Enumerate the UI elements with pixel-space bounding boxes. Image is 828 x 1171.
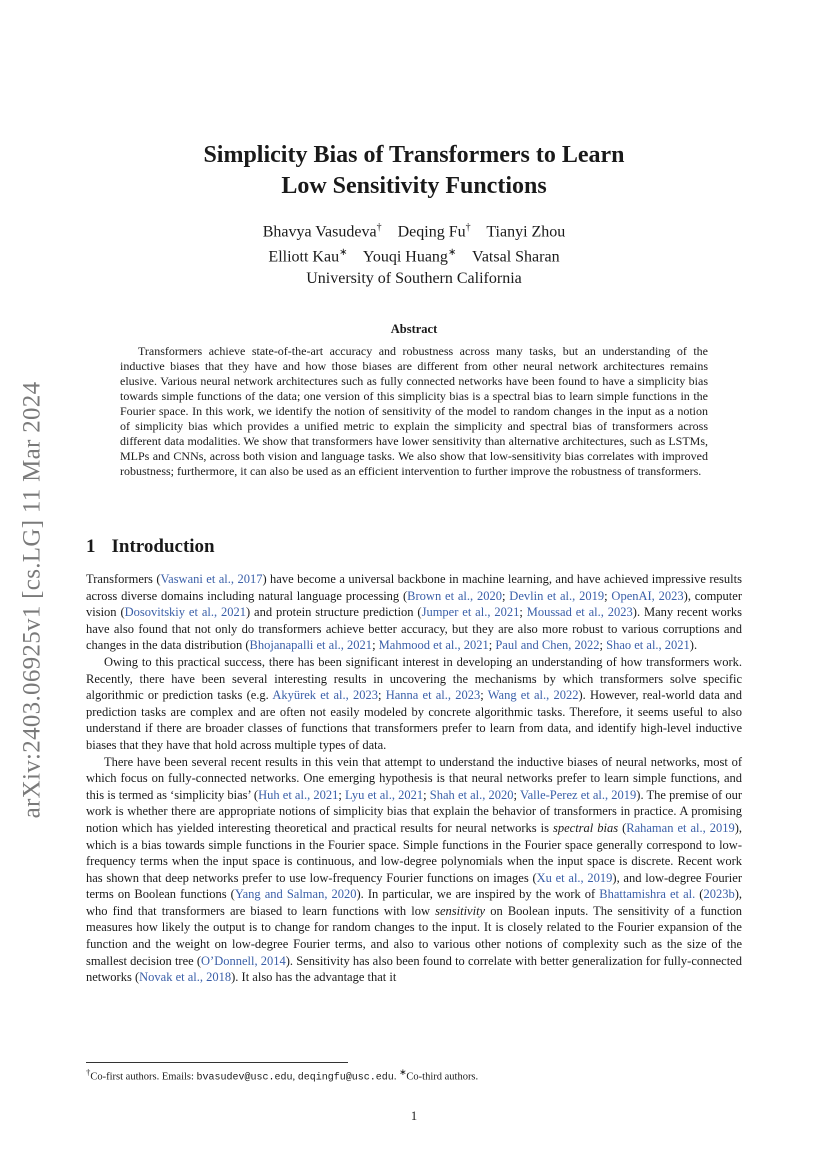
citation-link[interactable]: Vaswani et al., 2017 <box>160 572 263 586</box>
text-run: on Boolean inputs. The sensitivity of a function measures how likely the output is to change for random changes to the input. It is closely related to the Fourier expansion of the function and the weight on low-degree Fourier terms, and also to various other notions of complexity such as the size of the smallest decision tree ( <box>86 903 742 968</box>
citation-link[interactable]: OpenAI, 2023 <box>611 588 684 603</box>
citation-link[interactable]: Rahaman et al., 2019 <box>626 820 735 835</box>
text-run: ; <box>501 588 510 603</box>
footnote-rule <box>86 1062 348 1063</box>
text-run: Owing to this practical success, there has been significant interest in developing an understanding of how transformers work. Recently, there have been several interesting results in uncovering the mechanisms by which transformers solve specific algorithmic or prediction tasks (e.g. <box>86 654 742 703</box>
paragraph <box>86 754 742 986</box>
author-name: Vatsal Sharan <box>472 248 560 266</box>
text-run: ; <box>513 787 520 802</box>
emphasis-text: sensitivity <box>435 903 486 918</box>
citation-link[interactable]: Yang and Salman, 2020 <box>234 887 357 902</box>
citation-link[interactable]: 2023b <box>703 887 735 902</box>
text-run: ; <box>372 638 379 653</box>
text-run: ), which is a bias towards simple functions in the Fourier space. Simple functions in the Fourier space generally correspond to low-frequency terms when the input space is continuous, and low-degree polynomials when the input space is discrete. Recent work has shown that deep networks prefer to use low-frequency Fourier functions on images ( <box>86 820 743 885</box>
text-run: ), computer vision ( <box>86 588 742 620</box>
text-run: ( <box>695 887 704 902</box>
citation-link[interactable]: Brown et al., 2020 <box>407 588 502 603</box>
citation-link[interactable]: Akyürek et al., 2023 <box>272 688 378 703</box>
text-run: ). It also has the advantage that it <box>231 970 397 985</box>
text-run: ; <box>519 605 527 620</box>
text-run: Transformers ( <box>86 572 161 586</box>
text-run: There have been several recent results in this vein that attempt to understand the inductive biases of neural networks, most of which focus on fully-connected networks. One emerging hypothesis is that neural networks prefer to learn simple functions, and this is termed as ‘simplicity bias’ ( <box>86 754 742 802</box>
section-heading <box>86 536 215 558</box>
footnote-text: Co-first authors. Emails: <box>90 1071 197 1083</box>
page-number: 1 <box>410 1109 418 1123</box>
title-line: Low Sensitivity Functions <box>281 173 547 199</box>
citation-link[interactable]: Devlin et al., 2019 <box>509 588 605 603</box>
text-run: ; <box>488 638 496 653</box>
text-run: ). Sensitivity has also been found to correlate with better generalization for fully-connected networks ( <box>86 953 742 985</box>
text-run: ). In particular, we are inspired by the work of <box>356 887 600 902</box>
affiliation: University of Southern California <box>306 269 522 287</box>
author-mark: † <box>376 222 382 233</box>
citation-link[interactable]: Mahmood et al., 2021 <box>378 638 489 653</box>
paragraph <box>86 571 742 654</box>
citation-link[interactable]: Lyu et al., 2021 <box>344 787 424 802</box>
citation-link[interactable]: Novak et al., 2018 <box>139 970 232 985</box>
citation-link[interactable]: Valle-Perez et al., 2019 <box>519 787 637 802</box>
paragraph <box>86 654 742 754</box>
footnote <box>86 1066 742 1085</box>
footnote-mark: † <box>86 1067 91 1077</box>
text-run: ) have become a universal backbone in machine learning, and have achieved impressive results across diverse domains including natural language processing ( <box>86 572 742 603</box>
text-run: ; <box>423 787 430 802</box>
text-run: ). However, real-world data and prediction tasks are complex and are often not easily modeled by concrete algorithmic tasks. Therefore, it seems useful to also understand if there are broader classes of functions that transformers prefer to learn from data, and identify high-level inductive biases that they have that hold across multiple types of data. <box>86 688 743 752</box>
abstract-text: Transformers achieve state-of-the-art accuracy and robustness across many tasks, but an understanding of the inductive biases that they have and how those biases are different from other neural network architectures remains elusive. Various neural network architectures such as fully connected networks have been found to have a simplicity bias towards simple functions of the data; one version of this simplicity bias is a spectral bias to learn simple functions in the Fourier space. In this work, we identify the notion of sensitivity of the model to random changes in the input as a notion of simplicity bias which provides a unified metric to explain the simplicity and spectral bias of transformers across different data modalities. We show that transformers have lower sensitivity than alternative architectures, such as LSTMs, MLPs and CNNs, across both vision and language tasks. We also show that low-sensitivity bias correlates with improved robustness; furthermore, it can also be used as an efficient intervention to further improve the robustness of transformers. <box>120 344 708 478</box>
author-mark: † <box>465 222 471 233</box>
text-run: ( <box>618 820 627 835</box>
text-run: ). The premise of our work is whether there are appropriate notions of simplicity bias that explain the behavior of transformers in practice. A promising notion which has yielded interesting theoretical and practical results for neural networks is <box>86 787 743 835</box>
email-link[interactable]: bvasudev@usc.edu <box>196 1072 293 1084</box>
title-line: Simplicity Bias of Transformers to Learn <box>203 142 625 168</box>
text-run: ). Many recent works have also found that not only do transformers achieve better accuracy, but they are also more robust to various corruptions and changes in the data distribution ( <box>86 605 742 653</box>
citation-link[interactable]: Shao et al., 2021 <box>606 638 690 653</box>
citation-link[interactable]: Dosovitskiy et al., 2021 <box>124 605 246 620</box>
author-mark: ∗ <box>447 247 457 259</box>
author-block <box>0 217 828 289</box>
citation-link[interactable]: Bhojanapalli et al., 2021 <box>249 638 373 653</box>
author-name: Deqing Fu <box>397 223 466 241</box>
emphasis-text: spectral bias <box>552 820 619 835</box>
text-run: ), who find that transformers are biased to learn functions with low <box>86 887 742 918</box>
text-run: ; <box>378 688 386 703</box>
citation-link[interactable]: Moussad et al., 2023 <box>526 605 633 620</box>
email-link[interactable]: deqingfu@usc.edu <box>297 1072 394 1084</box>
author-name: Bhavya Vasudeva <box>262 223 377 241</box>
author-mark: ∗ <box>339 247 348 259</box>
text-run: ), and low-degree Fourier terms on Boolean functions ( <box>86 870 742 902</box>
abstract-heading: Abstract <box>390 322 438 336</box>
citation-link[interactable]: Hanna et al., 2023 <box>385 688 481 703</box>
citation-link[interactable]: Shah et al., 2020 <box>429 787 514 802</box>
text-run: ; <box>599 638 607 653</box>
text-run: ; <box>338 787 345 802</box>
footnote-text: Co-third authors. <box>406 1071 479 1083</box>
citation-link[interactable]: Paul and Chen, 2022 <box>495 638 600 653</box>
arxiv-watermark <box>8 355 56 845</box>
text-run: ; <box>480 688 488 703</box>
footnote-separator: , <box>292 1071 298 1083</box>
citation-link[interactable]: Huh et al., 2021 <box>258 787 339 802</box>
section-number: 1 <box>86 536 96 557</box>
citation-link[interactable]: Wang et al., 2022 <box>487 688 579 703</box>
section-title: Introduction <box>111 536 215 557</box>
text-run: ; <box>604 588 612 603</box>
citation-link[interactable]: Jumper et al., 2021 <box>421 605 520 620</box>
text-run: ) and protein structure prediction ( <box>245 605 422 620</box>
author-name: Tianyi Zhou <box>486 223 566 241</box>
introduction-body <box>86 571 742 986</box>
arxiv-id-label: arXiv:2403.06925v1 [cs.LG] 11 Mar 2024 <box>18 381 46 819</box>
citation-link[interactable]: Bhattamishra et al. <box>599 887 696 902</box>
footnote-text: . <box>393 1071 400 1083</box>
author-line-2 <box>0 242 828 267</box>
author-line-1 <box>0 217 828 242</box>
footnote-mark: ∗ <box>399 1067 407 1077</box>
author-name: Elliott Kau <box>268 248 340 266</box>
paper-title <box>0 140 828 202</box>
citation-link[interactable]: Xu et al., 2019 <box>536 870 613 885</box>
text-run: ). <box>689 638 698 653</box>
author-name: Youqi Huang <box>362 248 448 266</box>
citation-link[interactable]: O’Donnell, 2014 <box>201 953 286 968</box>
